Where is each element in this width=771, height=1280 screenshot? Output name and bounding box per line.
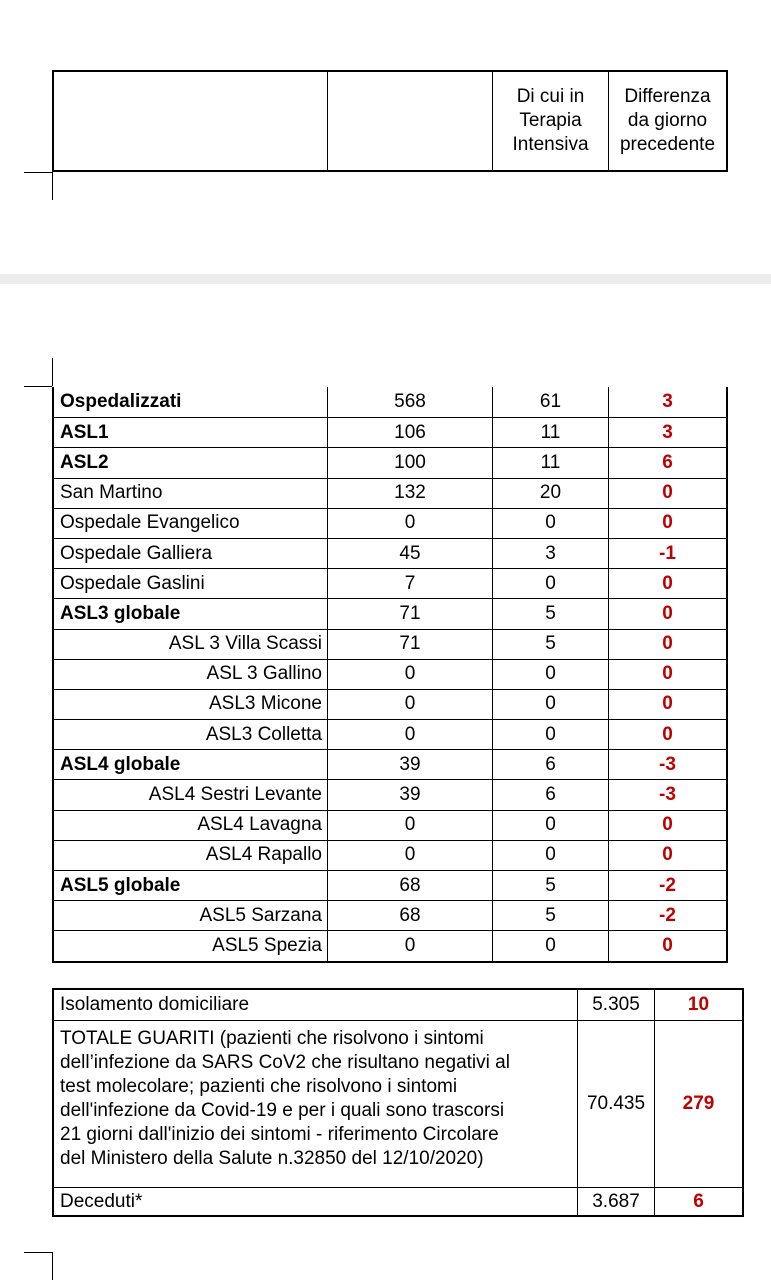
row-hospitalized-value: 0 [328, 660, 493, 689]
row-difference-value: 0 [662, 934, 673, 956]
row-hospitalized-value: 568 [328, 387, 493, 417]
row-hospitalized-value: 100 [328, 448, 493, 477]
row-hospitalized-value: 0 [328, 690, 493, 719]
header-difference-label: Differenza da giorno precedente [619, 86, 716, 155]
row-intensive-care-value: 5 [493, 630, 609, 659]
row-intensive-care-value: 6 [493, 750, 609, 779]
isolation-diff: 10 [687, 994, 710, 1015]
table-row [54, 779, 726, 809]
row-hospitalized-value: 0 [328, 811, 493, 840]
table-row [54, 447, 726, 477]
row-name: Ospedalizzati [54, 387, 328, 417]
row-difference-value: 3 [662, 391, 673, 413]
row-name: San Martino [54, 479, 328, 508]
page-corner-mark [24, 1252, 52, 1253]
header-table [52, 70, 728, 172]
row-hospitalized-value: 71 [328, 599, 493, 628]
row-intensive-care-value: 0 [493, 660, 609, 689]
page-corner-mark [52, 1252, 53, 1280]
table-row [54, 870, 726, 900]
row-intensive-care-value: 5 [493, 901, 609, 930]
row-name: Ospedale Galliera [54, 539, 328, 568]
row-difference-value: 0 [662, 663, 673, 685]
table-row [54, 749, 726, 779]
isolation-label: Isolamento domiciliare [54, 990, 578, 1020]
row-name: ASL5 Sarzana [54, 901, 328, 930]
isolation-row [54, 990, 742, 1020]
row-hospitalized-value: 0 [328, 720, 493, 749]
row-hospitalized-value: 0 [328, 509, 493, 538]
row-name: ASL4 globale [54, 750, 328, 779]
row-name: ASL3 Colletta [54, 720, 328, 749]
hospitalized-table [52, 387, 728, 963]
row-difference-value: 0 [662, 693, 673, 715]
row-intensive-care-value: 11 [493, 418, 609, 447]
row-name: ASL3 globale [54, 599, 328, 628]
header-cell-empty-1 [54, 72, 328, 170]
table-row [54, 478, 726, 508]
row-intensive-care-value: 0 [493, 811, 609, 840]
row-intensive-care-value: 5 [493, 599, 609, 628]
row-difference-value: -3 [659, 784, 676, 806]
row-intensive-care-value: 0 [493, 690, 609, 719]
recovered-diff: 279 [682, 1093, 715, 1114]
row-difference-value: -2 [659, 874, 676, 896]
row-intensive-care-value: 5 [493, 871, 609, 900]
row-intensive-care-value: 0 [493, 720, 609, 749]
row-intensive-care-value: 6 [493, 780, 609, 809]
page-corner-mark [52, 172, 53, 200]
row-hospitalized-value: 68 [328, 901, 493, 930]
table-row [54, 417, 726, 447]
row-difference-value: 0 [662, 723, 673, 745]
row-hospitalized-value: 45 [328, 539, 493, 568]
row-intensive-care-value: 11 [493, 448, 609, 477]
page-separator [0, 274, 771, 284]
table-row [54, 719, 726, 749]
header-intensive-care-label: Di cui in Terapia Intensiva [512, 86, 589, 155]
row-name: ASL1 [54, 418, 328, 447]
row-hospitalized-value: 68 [328, 871, 493, 900]
page-corner-mark [24, 172, 52, 173]
page-corner-mark [24, 386, 52, 387]
row-name: ASL4 Lavagna [54, 811, 328, 840]
table-row [54, 387, 726, 417]
row-hospitalized-value: 39 [328, 750, 493, 779]
row-name: ASL3 Micone [54, 690, 328, 719]
page-corner-mark [52, 358, 53, 386]
row-intensive-care-value: 20 [493, 479, 609, 508]
table-row [54, 629, 726, 659]
row-intensive-care-value: 3 [493, 539, 609, 568]
deceased-diff: 6 [693, 1190, 704, 1212]
table-row [54, 568, 726, 598]
row-hospitalized-value: 106 [328, 418, 493, 447]
row-name: ASL5 Spezia [54, 931, 328, 960]
table-row [54, 659, 726, 689]
row-difference-value: -1 [659, 542, 676, 564]
row-hospitalized-value: 7 [328, 569, 493, 598]
row-intensive-care-value: 0 [493, 569, 609, 598]
row-intensive-care-value: 0 [493, 509, 609, 538]
row-difference-value: 0 [662, 512, 673, 534]
row-difference-value: 0 [662, 814, 673, 836]
summary-table [52, 988, 744, 1217]
row-difference-value: 3 [662, 421, 673, 443]
row-hospitalized-value: 0 [328, 841, 493, 870]
header-cell-difference [609, 72, 726, 170]
table-row [54, 689, 726, 719]
row-intensive-care-value: 0 [493, 931, 609, 960]
recovered-value: 70.435 [578, 1021, 655, 1187]
row-name: ASL4 Sestri Levante [54, 780, 328, 809]
row-name: ASL4 Rapallo [54, 841, 328, 870]
row-name: Ospedale Evangelico [54, 509, 328, 538]
row-difference-value: 0 [662, 844, 673, 866]
row-difference-value: 6 [662, 451, 673, 473]
deceased-label: Deceduti* [54, 1188, 578, 1215]
recovered-label: TOTALE GUARITI (pazienti che risolvono i sintomi dell’infezione da SARS CoV2 che risultano negativi al test molecolare; pazienti che risolvono i sintomi dell'infezione da Covid-19 e per i quali sono trascorsi 21 giorni dall'inizio dei sintomi - riferimento Circolare del Ministero della Salute n.32850 del 12/10/2020) [54, 1021, 578, 1187]
row-difference-value: 0 [662, 602, 673, 624]
header-cell-empty-2 [328, 72, 493, 170]
row-difference-value: -2 [659, 904, 676, 926]
row-name: ASL 3 Gallino [54, 660, 328, 689]
table-row [54, 930, 726, 960]
table-row [54, 810, 726, 840]
row-hospitalized-value: 71 [328, 630, 493, 659]
row-name: ASL2 [54, 448, 328, 477]
table-row [54, 538, 726, 568]
row-difference-value: 0 [662, 572, 673, 594]
row-hospitalized-value: 39 [328, 780, 493, 809]
row-difference-value: 0 [662, 633, 673, 655]
table-row [54, 900, 726, 930]
row-difference-value: 0 [662, 482, 673, 504]
table-row [54, 598, 726, 628]
table-row [54, 508, 726, 538]
recovered-row [54, 1020, 742, 1187]
row-name: ASL5 globale [54, 871, 328, 900]
row-name: ASL 3 Villa Scassi [54, 630, 328, 659]
row-hospitalized-value: 132 [328, 479, 493, 508]
deceased-value: 3.687 [578, 1188, 655, 1215]
deceased-row [54, 1187, 742, 1215]
row-hospitalized-value: 0 [328, 931, 493, 960]
row-intensive-care-value: 0 [493, 841, 609, 870]
isolation-value: 5.305 [578, 990, 655, 1020]
row-difference-value: -3 [659, 753, 676, 775]
table-row [54, 840, 726, 870]
row-name: Ospedale Gaslini [54, 569, 328, 598]
row-intensive-care-value: 61 [493, 387, 609, 417]
header-cell-intensive-care [493, 72, 609, 170]
